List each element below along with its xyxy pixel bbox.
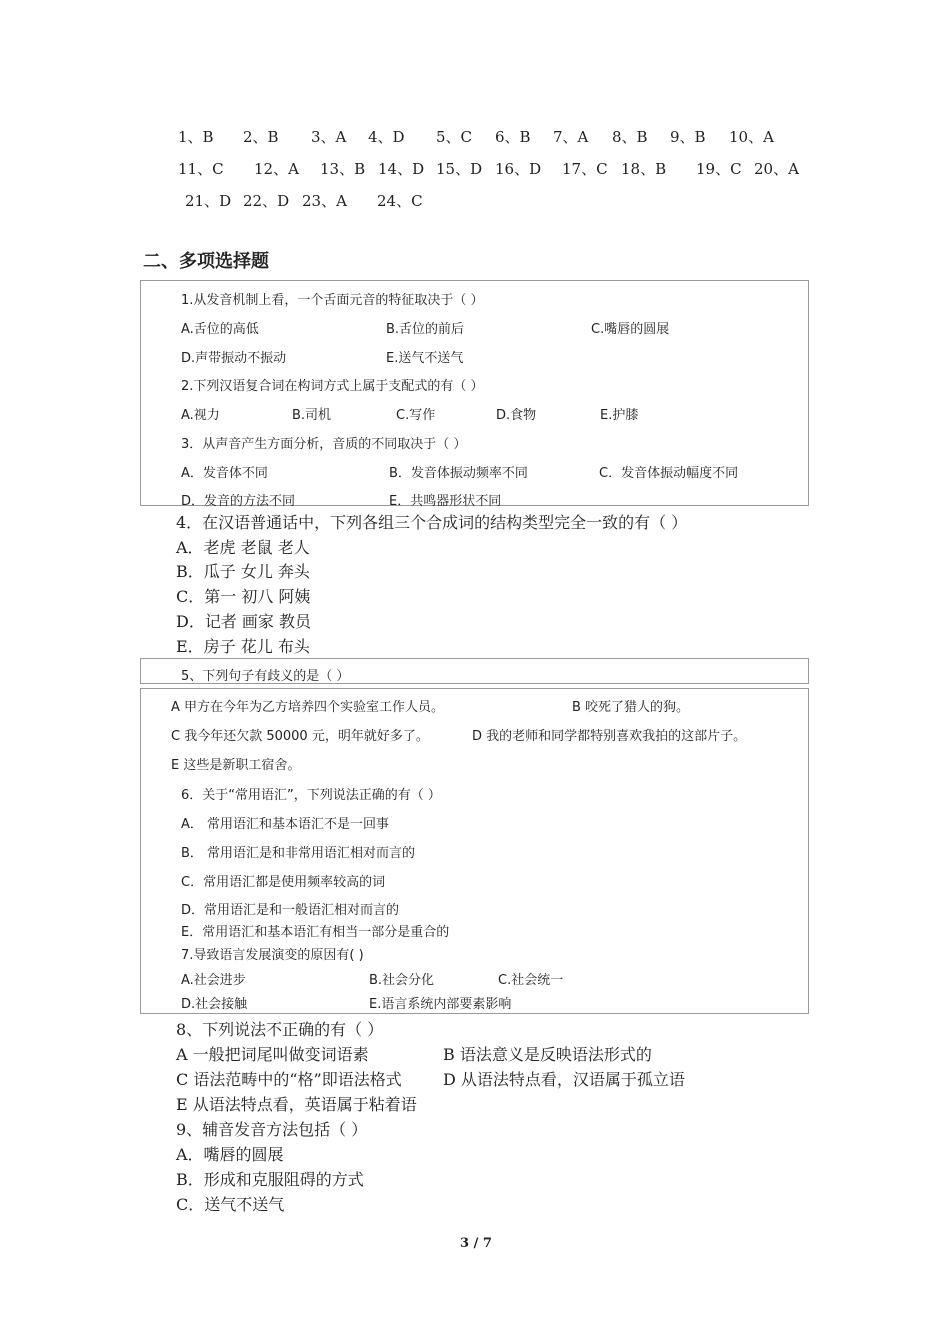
question-stem: 3．从声音产生方面分析，音质的不同取决于（ ）	[181, 437, 467, 452]
option: B．瓜子 女儿 奔头	[176, 562, 310, 581]
answer-item: 4、D	[368, 128, 405, 146]
option: B．形成和克服阻碍的方式	[176, 1170, 364, 1189]
option: C．第一 初八 阿姨	[176, 587, 311, 606]
answer-item: 24、C	[377, 192, 423, 210]
option: D 从语法特点看，汉语属于孤立语	[443, 1070, 685, 1089]
option: E 这些是新职工宿舍。	[171, 758, 301, 773]
option: B 语法意义是反映语法形式的	[443, 1045, 652, 1064]
answer-item: 21、D	[185, 192, 232, 210]
question-stem: 7.导致语言发展演变的原因有( )	[181, 948, 364, 963]
option: B 咬死了猎人的狗。	[572, 700, 690, 715]
answer-item: 17、C	[562, 160, 608, 178]
option: A． 常用语汇和基本语汇不是一回事	[181, 817, 390, 832]
answer-item: 13、B	[320, 160, 366, 178]
option: C 我今年还欠款 50000 元，明年就好多了。	[171, 729, 429, 744]
answer-item: 2、B	[243, 128, 279, 146]
answer-item: 18、B	[621, 160, 667, 178]
option: B.司机	[292, 408, 332, 423]
option: C.写作	[396, 408, 436, 423]
answer-item: 1、B	[178, 128, 214, 146]
question-stem: 8、下列说法不正确的有（ ）	[176, 1020, 384, 1039]
answer-item: 5、C	[436, 128, 473, 146]
section-title: 二、多项选择题	[143, 251, 269, 272]
page-number: 3 / 7	[460, 1236, 492, 1251]
answer-item: 11、C	[178, 160, 224, 178]
answer-item: 7、A	[553, 128, 589, 146]
option: C．发音体振动幅度不同	[599, 466, 739, 481]
option: A 一般把词尾叫做变词语素	[176, 1045, 369, 1064]
option: D．发音的方法不同	[181, 494, 296, 509]
option: D．常用语汇是和一般语汇相对而言的	[181, 903, 400, 918]
option: D 我的老师和同学都特别喜欢我拍的这部片子。	[472, 729, 747, 744]
option: B．发音体振动频率不同	[389, 466, 528, 481]
question-stem: 2.下列汉语复合词在构词方式上属于支配式的有（ ）	[181, 379, 484, 394]
answer-item: 9、B	[670, 128, 706, 146]
option: A 甲方在今年为乙方培养四个实验室工作人员。	[171, 700, 445, 715]
answer-item: 12、A	[254, 160, 299, 178]
answer-item: 14、D	[378, 160, 425, 178]
option: C 语法范畴中的“格”即语法格式	[176, 1070, 402, 1089]
option: E．共鸣器形状不同	[389, 494, 502, 509]
option: C.社会统一	[498, 973, 564, 988]
option: A.舌位的高低	[181, 322, 259, 337]
option: E.语言系统内部要素影响	[369, 997, 512, 1012]
answer-item: 23、A	[302, 192, 347, 210]
option: E 从语法特点看，英语属于粘着语	[176, 1095, 417, 1114]
question-stem: 9、辅音发音方法包括（ ）	[176, 1120, 368, 1139]
answer-item: 22、D	[243, 192, 290, 210]
question-stem: 1.从发音机制上看，一个舌面元音的特征取决于（ ）	[181, 293, 484, 308]
option: A．发音体不同	[181, 466, 268, 481]
option: E．常用语汇和基本语汇有相当一部分是重合的	[181, 925, 450, 940]
answer-item: 20、A	[754, 160, 799, 178]
answer-item: 15、D	[436, 160, 483, 178]
answer-item: 16、D	[495, 160, 542, 178]
option: B.舌位的前后	[386, 322, 465, 337]
answer-item: 19、C	[696, 160, 742, 178]
option: D．记者 画家 教员	[176, 612, 312, 631]
option: C.嘴唇的圆展	[591, 322, 670, 337]
question-stem: 4．在汉语普通话中，下列各组三个合成词的结构类型完全一致的有（ ）	[176, 513, 688, 532]
option: B． 常用语汇是和非常用语汇相对而言的	[181, 846, 416, 861]
question-stem: 6．关于“常用语汇”，下列说法正确的有（ ）	[181, 788, 441, 803]
option: A．老虎 老鼠 老人	[176, 538, 310, 557]
option: A.社会进步	[181, 973, 246, 988]
answer-item: 6、B	[495, 128, 531, 146]
option: B.社会分化	[369, 973, 435, 988]
option: D.声带振动不振动	[181, 351, 287, 366]
option: E.护膝	[600, 408, 639, 423]
option: D.社会接触	[181, 997, 248, 1012]
answer-item: 10、A	[729, 128, 774, 146]
option: E．房子 花儿 布头	[176, 637, 310, 656]
option: E.送气不送气	[386, 351, 464, 366]
option: D.食物	[496, 408, 537, 423]
answer-item: 3、A	[311, 128, 347, 146]
option: C．送气不送气	[176, 1195, 285, 1214]
option: A．嘴唇的圆展	[176, 1145, 284, 1164]
option: A.视力	[181, 408, 220, 423]
answer-item: 8、B	[612, 128, 648, 146]
question-5-stem: 5、下列句子有歧义的是（ ）	[181, 669, 350, 684]
option: C．常用语汇都是使用频率较高的词	[181, 875, 386, 890]
